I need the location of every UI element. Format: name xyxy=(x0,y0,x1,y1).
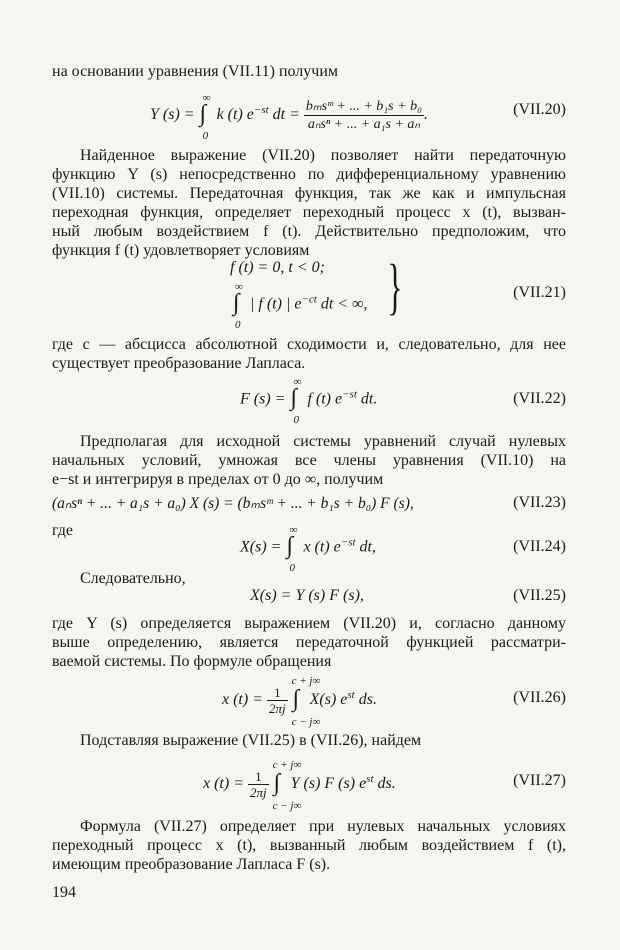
para3-line: e−st и интегрируя в пределах от 0 до ∞, получим xyxy=(52,471,384,488)
para3-line: Предполагая для исходной системы уравнений случай нулевых xyxy=(80,433,566,450)
para1-line: (VII.10) системы. Передаточная функция, так же как и импульсная xyxy=(52,185,566,202)
eq27-integrand: Y (s) F (s) e xyxy=(290,775,367,793)
para5-line: Подставляя выражение (VII.25) в (VII.26), найдем xyxy=(80,732,422,749)
eq21-line2: | f (t) | e xyxy=(250,295,302,313)
para1-line: переходная функция, определяет переходный процесс x (t), вызван- xyxy=(52,204,566,221)
integral-sign: ∫ c + j∞ c − j∞ xyxy=(272,758,302,812)
eq20-fraction xyxy=(304,98,424,133)
para1-line: ный любым воздействием f (t). Действительно предположим, что xyxy=(52,223,566,240)
para6-line: Формула (VII.27) определяет при нулевых начальных условиях xyxy=(80,818,566,835)
eq22-number: (VII.22) xyxy=(513,390,566,407)
eq27-lower: c − j∞ xyxy=(272,799,302,812)
eq22-exp: −st xyxy=(342,388,357,401)
eq24-number: (VII.24) xyxy=(513,538,566,555)
eq27-tail: ds. xyxy=(377,775,396,793)
para2-line: существует преобразование Лапласа. xyxy=(52,355,306,372)
eq22-lower: 0 xyxy=(293,414,299,426)
eq26-upper: c + j∞ xyxy=(291,674,321,687)
eq20-lower: 0 xyxy=(202,129,209,142)
para4-line: выше определению, является передаточной функцией рассматри- xyxy=(52,634,566,651)
eq26-frac-den: 2πj xyxy=(269,701,286,716)
eq26-tail: ds. xyxy=(358,691,377,709)
eq22-upper: ∞ xyxy=(293,376,302,388)
eq27-frac-num: 1 xyxy=(248,769,269,785)
integral-sign: ∫ ∞ 0 xyxy=(199,91,211,142)
eq20-dt: dt = xyxy=(272,106,300,124)
eq24-exp: −st xyxy=(340,536,356,549)
para6-line: имеющим преобразование Лапласа F (s). xyxy=(52,856,331,873)
eq27-number: (VII.27) xyxy=(513,772,566,789)
eq21-line1: f (t) = 0, t < 0; xyxy=(230,259,325,276)
eq24-tail: dt, xyxy=(359,538,376,556)
eq26-frac-num: 1 xyxy=(267,685,288,701)
eq26-lower: c − j∞ xyxy=(291,715,321,728)
page-number: 194 xyxy=(52,884,76,901)
eq27-upper: c + j∞ xyxy=(272,758,302,771)
eq20-integrand: k (t) e xyxy=(216,106,254,124)
para6-line: переходный процесс x (t), вызванный любым воздействием f (t), xyxy=(52,837,566,854)
eq21-exp: −ct xyxy=(301,293,317,306)
eq22-integrand: f (t) e xyxy=(307,390,343,408)
integral-sign: ∫ c + j∞ c − j∞ xyxy=(291,674,321,728)
para1-line: функцию Y (s) непосредственно по дифференциальному уравнению xyxy=(52,166,566,183)
para4-line: где Y (s) определяется выражением (VII.20) и, согласно данному xyxy=(52,615,566,632)
intro-line: на основании уравнения (VII.11) получим xyxy=(52,63,339,80)
eq26-fraction xyxy=(267,685,288,716)
eq23-number: (VII.23) xyxy=(513,494,566,511)
eq22-tail: dt. xyxy=(360,390,378,408)
eq26-integrand: X(s) e xyxy=(309,691,348,709)
eq23-text: (aₙsⁿ + ... + a₁s + a₀) X (s) = (bₘsᵐ + ... + b₁s + b₀) F (s), xyxy=(52,495,414,512)
eq20-lhs: Y (s) = xyxy=(150,106,195,124)
integral-sign: ∫ ∞ 0 xyxy=(233,281,243,331)
para4-line: ваемой системы. По формуле обращения xyxy=(52,653,332,670)
eq21-lower: 0 xyxy=(235,319,241,331)
eq27-fraction xyxy=(248,769,269,800)
eq24-upper: ∞ xyxy=(289,524,298,536)
eq20-denominator: aₙsⁿ + ... + a₁s + aₙ xyxy=(307,117,421,132)
eq27-lhs: x (t) = xyxy=(203,775,244,793)
eq26-number: (VII.26) xyxy=(513,689,566,706)
para2-line: где c — абсцисса абсолютной сходимости и, следовательно, для нее xyxy=(52,336,566,353)
eq24-integrand: x (t) e xyxy=(303,538,341,556)
eq20-exp: −st xyxy=(253,103,269,116)
eq21-line2-tail: dt < ∞, xyxy=(320,295,368,313)
eq20-numerator: bₘsᵐ + ... + b₁s + b₀ xyxy=(305,99,422,114)
eq21-number: (VII.21) xyxy=(513,284,566,301)
para3-line: начальных условий, умножая все члены уравнения (VII.10) на xyxy=(52,452,566,469)
integral-sign: ∫ ∞ 0 xyxy=(286,524,298,574)
eq27-frac-den: 2πj xyxy=(250,785,267,800)
eq26-exp: st xyxy=(347,688,355,701)
therefore-word: Следовательно, xyxy=(80,570,186,587)
eq20-number: (VII.20) xyxy=(513,101,566,118)
eq25-text: X(s) = Y (s) F (s), xyxy=(250,587,364,604)
integral-sign: ∫ ∞ 0 xyxy=(290,376,302,426)
eq22-lhs: F (s) = xyxy=(240,390,286,408)
eq24-lhs: X(s) = xyxy=(240,538,282,556)
eq20-tail: . xyxy=(423,106,428,124)
eq20-upper: ∞ xyxy=(202,91,211,104)
para1-line: функция f (t) удовлетворяет условиям xyxy=(52,242,310,259)
para1-line: Найденное выражение (VII.20) позволяет найти передаточную xyxy=(80,147,566,164)
right-brace: } xyxy=(387,253,403,321)
where-word: где xyxy=(52,522,74,539)
eq24-lower: 0 xyxy=(289,562,295,574)
eq27-exp: st xyxy=(366,772,374,785)
eq21-upper: ∞ xyxy=(235,281,243,293)
eq26-lhs: x (t) = xyxy=(222,691,263,709)
eq25-number: (VII.25) xyxy=(513,587,566,604)
